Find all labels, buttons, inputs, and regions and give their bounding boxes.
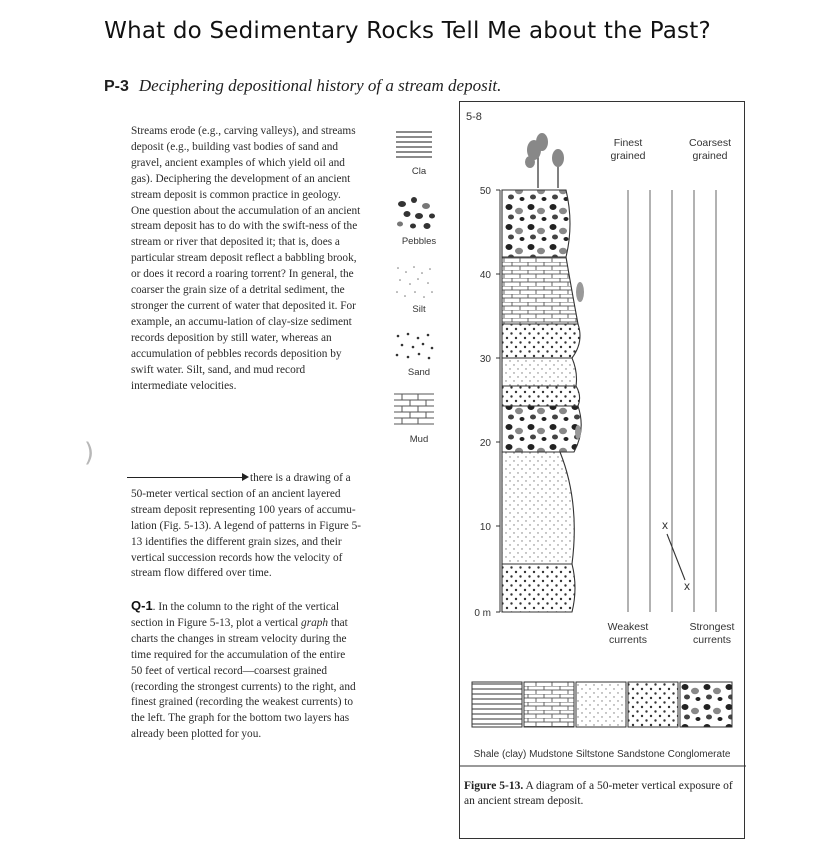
- right-arrow-icon: [127, 477, 247, 478]
- graph-grid: [628, 190, 716, 612]
- question-italic: graph: [301, 616, 329, 629]
- sand-pattern-icon: [396, 333, 434, 360]
- depth-tick-label: 0 m: [474, 608, 491, 619]
- section-number: P-3: [104, 78, 129, 95]
- figure-reference-text: there is a drawing of a 50-meter vertical section of an ancient layered stream deposit representing 100 years of accumu-lation (Fig. 5-13). A legend of patterns in Figure 5-13 identifies the different grain sizes, and their vertical succession records how the velocity of stream flow differed over time.: [131, 472, 361, 580]
- section-heading: [104, 76, 501, 96]
- question-paragraph: [131, 598, 356, 743]
- stratigraphic-column-figure: [460, 102, 746, 840]
- question-text-a: . In the column to the right of the vertical section in Figure 5-13, plot a vertical: [131, 601, 340, 629]
- plot-point-marker: x: [662, 518, 668, 532]
- swatch-mudstone: [524, 682, 574, 727]
- legend-label-sand: Sand: [407, 367, 431, 378]
- stratum-sand-2: [502, 386, 580, 406]
- swatch-conglomerate: [680, 682, 732, 727]
- weakest-label-line1: Weakest: [607, 621, 649, 633]
- legend-label-silt: Silt: [412, 304, 426, 315]
- depth-tick-label: 50: [479, 186, 491, 197]
- bottom-legend-swatches: [472, 682, 732, 727]
- swatch-sandstone: [628, 682, 678, 727]
- depth-tick-label: 10: [479, 522, 491, 533]
- swatch-shale: [472, 682, 522, 727]
- pebbles-pattern-icon: [397, 197, 435, 229]
- stratum-sand-3: [502, 324, 580, 358]
- stratum-mudstone-1: [502, 257, 578, 324]
- strongest-label-line1: Strongest: [689, 621, 735, 633]
- margin-mark: ): [84, 438, 95, 468]
- figure-caption: [464, 779, 739, 809]
- stratum-silt-1: [502, 452, 574, 564]
- figure-reference-paragraph: [131, 471, 361, 582]
- figure-number-label: 5-8: [466, 111, 482, 123]
- bottom-legend-labels: Shale (clay) Mudstone Siltstone Sandstone Conglomerate: [473, 749, 731, 760]
- finest-label-line1: Finest: [613, 137, 643, 149]
- swatch-siltstone: [576, 682, 626, 727]
- page-title: What do Sedimentary Rocks Tell Me about the Past?: [104, 18, 711, 44]
- legend-label-clay: Cla: [411, 166, 427, 177]
- coarsest-label-line2: grained: [692, 150, 728, 162]
- legend-label-mud: Mud: [409, 434, 429, 445]
- depth-tick-label: 40: [479, 270, 491, 281]
- grain-size-legend: [388, 122, 450, 457]
- plot-point-marker: x: [684, 579, 690, 593]
- stratum-conglomerate-1: [502, 406, 581, 452]
- stratum-conglomerate-2: [502, 190, 570, 257]
- strongest-label-line2: currents: [693, 634, 731, 646]
- depth-tick-label: 20: [479, 438, 491, 449]
- section-title: Deciphering depositional history of a stream deposit.: [138, 76, 502, 95]
- mud-pattern-icon: [394, 394, 434, 424]
- stratum-sand-1: [502, 564, 575, 612]
- tree-icon: [525, 133, 564, 188]
- stratum-silt-2: [502, 358, 577, 386]
- coarsest-label-line1: Coarsest: [688, 137, 732, 149]
- question-text-b: that charts the changes in stream velocity during the time required for the accumulation of the entire 50 feet of vertical record—coarsest grained (recording the strongest currents) to the right, and finest grained (recording the weakest currents) to the left. The graph for the bottom two layers has already been plotted for you.: [131, 616, 356, 741]
- figure-caption-text: A diagram of a 50-meter vertical exposure of an ancient stream deposit.: [464, 780, 733, 807]
- intro-paragraph: Streams erode (e.g., carving valleys), and streams deposit (e.g., building vast bodies of sand and gravel, ancient examples of which yield oil and gas). Deciphering the development of an ancient stream deposit is common practice in geology. One question about the accumulation of an ancient stream deposit has to do with the swift-ness of the stream or river that deposited it; that is, does a particular stream deposit reflect a babbling brook, or does it record a roaring torrent? In general, the coarser the grain size of a detrital sediment, the stronger the current of water that deposited it. For example, an accumu-lation of clay-size sediment records deposition by still water, whereas an accumulation of pebbles records deposition by swift water. Silt, sand, and mud record intermediate velocities.: [131, 125, 361, 392]
- legend-label-pebbles: Pebbles: [401, 236, 437, 247]
- clay-pattern-icon: [396, 132, 432, 157]
- plot-line: [667, 534, 685, 580]
- figure-5-13: [459, 101, 745, 839]
- question-number: Q-1: [131, 598, 153, 613]
- weakest-label-line2: currents: [609, 634, 647, 646]
- finest-label-line2: grained: [610, 150, 646, 162]
- depth-tick-label: 30: [479, 354, 491, 365]
- figure-caption-bold: Figure 5-13.: [464, 780, 524, 792]
- depth-axis-ticks: [496, 190, 500, 612]
- silt-pattern-icon: [396, 266, 433, 298]
